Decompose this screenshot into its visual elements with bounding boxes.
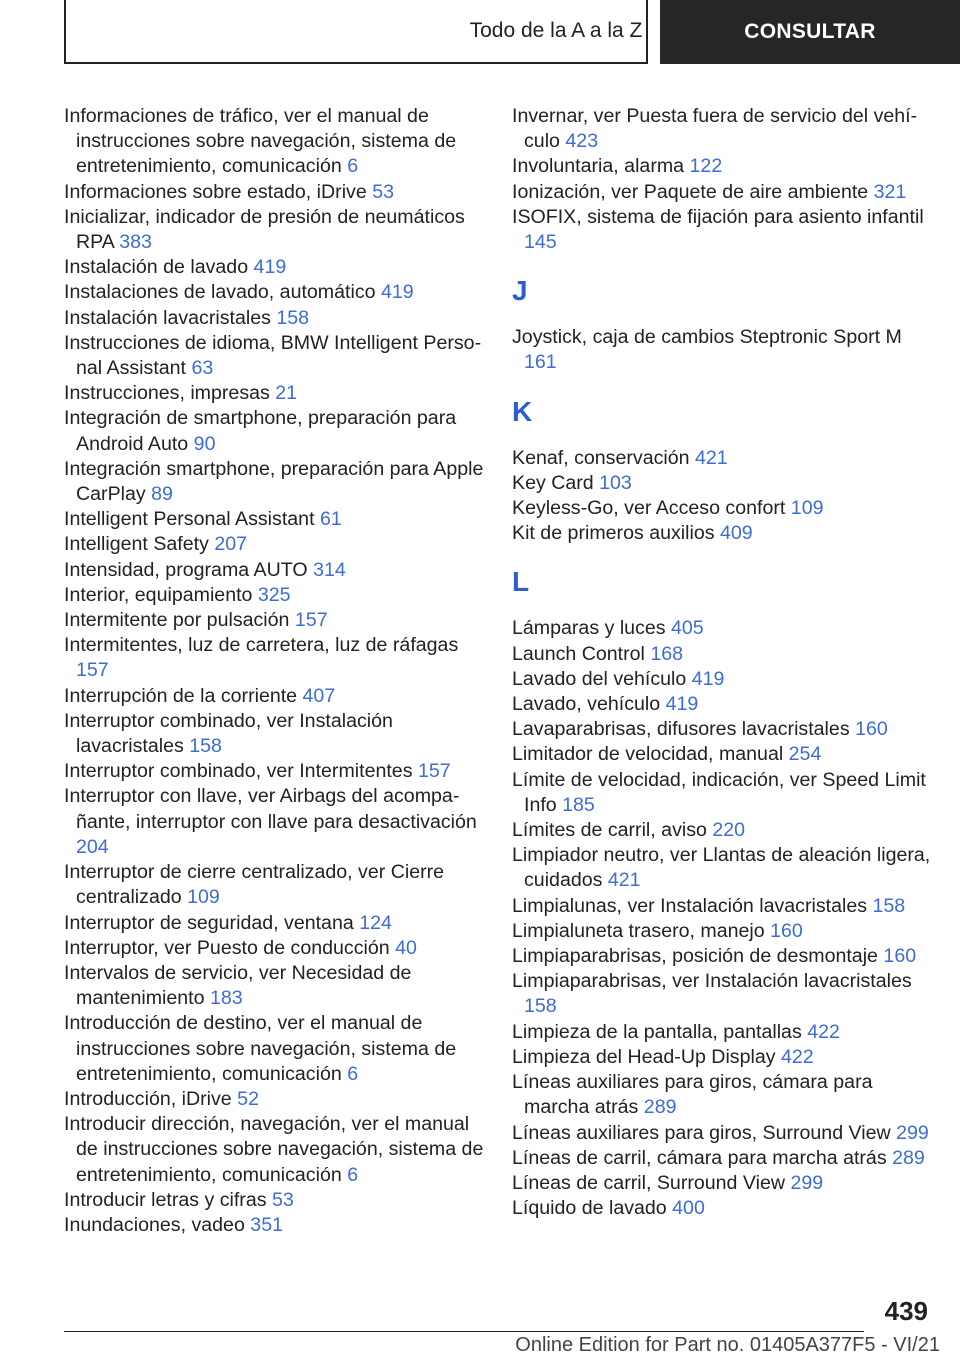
index-entry (64, 1087, 484, 1112)
index-entry (64, 860, 484, 910)
footer-edition: Online Edition for Part no. 01405A377F5 - VI/21 (515, 1334, 940, 1356)
page-link[interactable]: 145 (524, 231, 557, 254)
page-link[interactable]: 299 (790, 1171, 824, 1194)
index-entry-text: Integración smartphone, preparación para Apple CarPlay (64, 457, 484, 506)
index-entry-text: Instrucciones de idioma, BMW Intelligent Personal Assistant (64, 331, 482, 380)
index-entry (64, 936, 484, 961)
page-link[interactable]: 423 (565, 130, 599, 153)
index-entry (512, 944, 932, 969)
index-entry (512, 325, 932, 375)
page-link[interactable]: 407 (302, 684, 336, 707)
index-entry-text: Interruptor de seguridad, ventana (64, 911, 354, 934)
index-entry (64, 759, 484, 784)
index-entry (64, 1011, 484, 1087)
page-link[interactable]: 207 (214, 533, 248, 556)
index-entry (64, 633, 484, 683)
index-entry-text: Instalaciones de lavado, automático (64, 281, 376, 304)
index-entry-text: Intermitentes, luz de carretera, luz de ráfagas (64, 634, 459, 657)
index-entry-text: Intervalos de servicio, ver Necesidad de mantenimiento (64, 961, 412, 1010)
index-entry (512, 446, 932, 471)
index-entry-text: Limpieza del Head-Up Display (512, 1045, 776, 1068)
index-entry-text: Interior, equipamiento (64, 583, 253, 606)
index-entry-text: Interruptor, ver Puesto de conducción (64, 936, 390, 959)
index-entry (64, 911, 484, 936)
index-entry (64, 709, 484, 759)
index-entry (64, 1213, 484, 1238)
page-link[interactable]: 52 (237, 1087, 259, 1110)
page-link[interactable]: 109 (790, 497, 824, 520)
page-link[interactable]: 103 (599, 471, 632, 494)
index-entry-text: Intelligent Personal Assistant (64, 508, 315, 531)
page-link[interactable]: 160 (883, 945, 917, 968)
index-letter-heading: K (512, 395, 533, 427)
page-link[interactable]: 158 (872, 894, 906, 917)
header-left-rule (64, 0, 66, 62)
page-link[interactable]: 109 (187, 886, 220, 909)
page-link[interactable]: 6 (347, 1062, 359, 1085)
index-entry-text: Lámparas y luces (512, 617, 666, 640)
index-entry-text: Key Card (512, 471, 594, 494)
index-entry-text: Intelligent Safety (64, 533, 209, 556)
index-entry (512, 667, 932, 692)
index-entry-text: Invernar, ver Puesta fuera de servicio del vehículo (512, 105, 918, 153)
page-link[interactable]: 6 (347, 155, 359, 178)
index-entry (512, 1196, 932, 1221)
index-entry-text: Limpialuneta trasero, manejo (512, 919, 765, 942)
index-entry-text: Kenaf, conservación (512, 446, 690, 469)
index-entry-text: Instrucciones, impresas (64, 382, 270, 405)
index-entry-text: Keyless-Go, ver Acceso confort (512, 497, 786, 520)
index-entry (512, 180, 932, 205)
page-link[interactable]: 157 (76, 659, 109, 682)
index-entry (512, 1070, 932, 1120)
index-entry-text: Introducción de destino, ver el manual de instrucciones sobre navegación, sistema de entretenimiento, comunicación (64, 1012, 457, 1085)
page-link[interactable]: 422 (807, 1020, 840, 1043)
index-entry (64, 331, 484, 381)
page-link[interactable]: 254 (788, 743, 822, 766)
page-link[interactable]: 204 (76, 835, 109, 858)
index-entry-text: Líneas de carril, Surround View (512, 1171, 786, 1194)
index-entry-text: Líneas auxiliares para giros, cámara para marcha atrás (512, 1071, 873, 1119)
index-entry-text: Introducir dirección, navegación, ver el manual de instrucciones sobre navegación, sistema de entretenimiento, comunicación (64, 1113, 484, 1186)
page-link[interactable]: 161 (524, 351, 557, 374)
index-entry (512, 717, 932, 742)
page-link[interactable]: 422 (781, 1045, 814, 1068)
index-entry-text: Interruptor combinado, ver Intermitentes (64, 760, 413, 783)
index-entry (64, 608, 484, 633)
index-entry (64, 255, 484, 280)
page-link[interactable]: 400 (672, 1197, 705, 1220)
index-entry-text: Limpiador neutro, ver Llantas de aleación ligera, cuidados (512, 844, 931, 892)
page-link[interactable]: 183 (209, 987, 243, 1010)
index-entry-text: Informaciones sobre estado, iDrive (64, 180, 367, 203)
index-entry (64, 381, 484, 406)
footer-rule (64, 1331, 864, 1332)
index-entry (64, 205, 484, 255)
index-entry (64, 180, 484, 205)
page-link[interactable]: 40 (395, 936, 417, 959)
index-entry (64, 1112, 484, 1188)
page-link[interactable]: 6 (347, 1163, 359, 1186)
index-entry (512, 642, 932, 667)
page-link[interactable]: 421 (695, 446, 728, 469)
page-link[interactable]: 157 (294, 609, 328, 632)
page-link[interactable]: 157 (417, 760, 451, 783)
index-entry (64, 558, 484, 583)
index-entry-text: Lavado, vehículo (512, 693, 661, 716)
index-entry (64, 532, 484, 557)
index-entry-text: Interrupción de la corriente (64, 684, 298, 707)
page-link[interactable]: 53 (271, 1188, 294, 1211)
index-entry (64, 961, 484, 1011)
index-entry-text: Interruptor combinado, ver Instalación lavacristales (64, 709, 393, 758)
index-entry (512, 894, 932, 919)
page-link[interactable]: 122 (689, 155, 723, 178)
index-column-right (512, 104, 932, 1221)
index-entry-text: Limitador de velocidad, manual (512, 743, 784, 766)
index-entry (64, 507, 484, 532)
page-link[interactable]: 289 (643, 1096, 677, 1119)
index-entry-text: Involuntaria, alarma (512, 155, 685, 178)
page-link[interactable]: 89 (151, 483, 173, 506)
index-column-left (64, 104, 484, 1238)
index-entry (512, 1146, 932, 1171)
index-entry-text: Líneas de carril, cámara para marcha atrás (512, 1146, 887, 1169)
index-entry (64, 583, 484, 608)
header-bottom-rule (64, 62, 648, 64)
tab-consultar[interactable]: CONSULTAR (660, 0, 960, 64)
page-link[interactable]: 220 (712, 819, 746, 842)
index-entry (512, 768, 932, 818)
index-entry-text: Ionización, ver Paquete de aire ambiente (512, 180, 869, 203)
index-entry-text: Limpiaparabrisas, posición de desmontaje (512, 945, 878, 968)
index-entry (512, 496, 932, 521)
tab-a-to-z[interactable]: Todo de la A a la Z (466, 0, 648, 62)
index-entry-text: Líquido de lavado (512, 1197, 667, 1220)
index-entry-text: Limpiaparabrisas, ver Instalación lavacristales (512, 970, 912, 993)
index-entry-text: Kit de primeros auxilios (512, 522, 715, 545)
page-link[interactable]: 325 (257, 583, 291, 606)
index-entry (64, 784, 484, 860)
page-link[interactable]: 53 (372, 180, 395, 203)
index-entry (64, 306, 484, 331)
index-entry-text: Informaciones de tráfico, ver el manual de instrucciones sobre navegación, sistema de entretenimiento, comunicación (64, 105, 457, 178)
index-entry-text: Lavaparabrisas, difusores lavacristales (512, 718, 850, 741)
index-entry-text: Lavado del vehículo (512, 667, 687, 690)
page-link[interactable]: 419 (253, 256, 287, 279)
page-link[interactable]: 419 (665, 693, 699, 716)
page-link[interactable]: 383 (119, 231, 152, 254)
index-entry (64, 1188, 484, 1213)
index-entry-text: Intensidad, programa AUTO (64, 558, 308, 581)
index-letter-heading: J (512, 275, 528, 307)
index-entry-text: Joystick, caja de cambios Steptronic Sport M (512, 326, 902, 349)
index-entry-text: Instalación de lavado (64, 256, 249, 279)
index-entry (512, 919, 932, 944)
page-link[interactable]: 185 (562, 793, 595, 816)
index-entry-text: Interruptor con llave, ver Airbags del acompañante, interruptor con llave para desactivación (64, 785, 477, 833)
page-link[interactable]: 299 (896, 1121, 929, 1144)
index-entry-text: Límite de velocidad, indicación, ver Speed Limit Info (512, 768, 926, 816)
page-link[interactable]: 314 (313, 558, 346, 581)
index-entry-text: Introducir letras y cifras (64, 1188, 267, 1211)
page-link[interactable]: 61 (319, 508, 342, 531)
page-link[interactable]: 21 (275, 382, 298, 405)
page-link[interactable]: 90 (193, 432, 216, 455)
index-entry-text: Instalación lavacristales (64, 306, 271, 329)
index-entry-text: Limpieza de la pantalla, pantallas (512, 1020, 802, 1043)
page-link[interactable]: 409 (720, 522, 753, 545)
page-link[interactable]: 158 (524, 995, 557, 1018)
page-link[interactable]: 289 (892, 1146, 925, 1169)
index-letter-heading: L (512, 566, 530, 598)
page-link[interactable]: 158 (276, 306, 310, 329)
index-entry-text: Inicializar, indicador de presión de neumáticos RPA (64, 205, 465, 254)
page-link[interactable]: 321 (873, 180, 907, 203)
page-link[interactable]: 421 (607, 869, 641, 892)
page-link[interactable]: 124 (359, 911, 392, 934)
index-entry-text: Líneas auxiliares para giros, Surround View (512, 1121, 891, 1144)
index-entry (512, 1020, 932, 1045)
index-entry (64, 684, 484, 709)
index-entry (512, 843, 932, 893)
index-entry (64, 280, 484, 305)
index-entry (512, 1171, 932, 1196)
index-entry-text: Límites de carril, aviso (512, 819, 707, 842)
index-entry (512, 1045, 932, 1070)
index-entry (512, 205, 932, 255)
index-entry (512, 818, 932, 843)
index-entry (512, 969, 932, 1019)
index-entry-text: ISOFIX, sistema de fijación para asiento infantil (512, 205, 924, 228)
page-link[interactable]: 419 (691, 667, 725, 690)
page-link[interactable]: 419 (380, 281, 414, 304)
page-link[interactable]: 63 (191, 357, 214, 380)
index-entry-text: Interruptor de cierre centralizado, ver Cierre centralizado (64, 861, 445, 909)
page-link[interactable]: 351 (250, 1213, 283, 1236)
page-link[interactable]: 158 (189, 735, 222, 758)
index-entry (64, 104, 484, 180)
index-entry (512, 1121, 932, 1146)
index-entry (512, 471, 932, 496)
page-link[interactable]: 405 (671, 617, 704, 640)
page-link[interactable]: 168 (650, 642, 684, 665)
index-entry (512, 104, 932, 154)
index-entry-text: Introducción, iDrive (64, 1087, 232, 1110)
index-entry-text: Inundaciones, vadeo (64, 1213, 245, 1236)
page-link[interactable]: 160 (855, 718, 888, 741)
index-entry (512, 692, 932, 717)
index-entry-text: Intermitente por pulsación (64, 609, 290, 632)
page-link[interactable]: 160 (770, 919, 803, 942)
index-entry (64, 406, 484, 456)
index-entry (64, 457, 484, 507)
page-number: 439 (884, 1296, 928, 1326)
index-entry (512, 521, 932, 546)
index-entry (512, 742, 932, 767)
index-entry (512, 154, 932, 179)
index-entry-text: Launch Control (512, 642, 645, 665)
index-entry (512, 616, 932, 641)
index-entry-text: Limpialunas, ver Instalación lavacristales (512, 894, 868, 917)
index-entry-text: Integración de smartphone, preparación para Android Auto (64, 407, 457, 455)
